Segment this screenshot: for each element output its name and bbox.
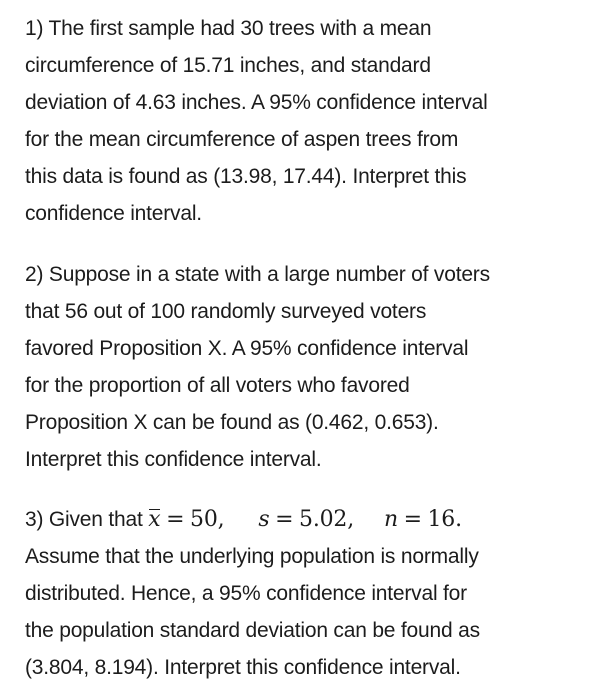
question-1 [25,10,585,232]
question-1-line: deviation of 4.63 inches. A 95% confidence interval [25,91,488,114]
question-2-line: for the proportion of all voters who favored [25,374,410,397]
question-1-line: circumference of 15.71 inches, and standard [25,54,431,77]
question-3-line: the population standard deviation can be found as [25,619,480,642]
equals-sign: = [275,507,294,532]
question-2-line: 2) Suppose in a state with a large number of voters [25,263,490,286]
question-3 [25,501,585,686]
equals-sign: = [166,507,185,532]
question-3-line: (3.804, 8.194). Interpret this confidence interval. [25,656,461,679]
xbar-value: 50, [190,507,225,532]
question-3-line: Assume that the underlying population is normally [25,545,479,568]
question-1-line: confidence interval. [25,202,202,225]
n-symbol: n [384,507,398,532]
n-value: 16. [427,507,462,532]
question-3-line: distributed. Hence, a 95% confidence interval for [25,582,467,605]
question-1-line: 1) The first sample had 30 trees with a mean [25,17,432,40]
question-1-line: for the mean circumference of aspen trees from [25,128,459,151]
document [25,10,585,686]
question-1-line: this data is found as (13.98, 17.44). Interpret this [25,165,467,188]
question-2-line: that 56 out of 100 randomly surveyed voters [25,300,427,323]
question-2-line: favored Proposition X. A 95% confidence interval [25,337,469,360]
s-symbol: s [258,507,270,532]
question-3-given-line [25,501,585,538]
s-value: 5.02, [299,507,354,532]
question-2-line: Interpret this confidence interval. [25,448,322,471]
question-3-intro: 3) Given that [25,508,143,531]
equals-sign: = [403,507,422,532]
question-2 [25,256,585,478]
xbar-symbol: x [148,501,160,538]
question-2-line: Proposition X can be found as (0.462, 0.653). [25,411,439,434]
